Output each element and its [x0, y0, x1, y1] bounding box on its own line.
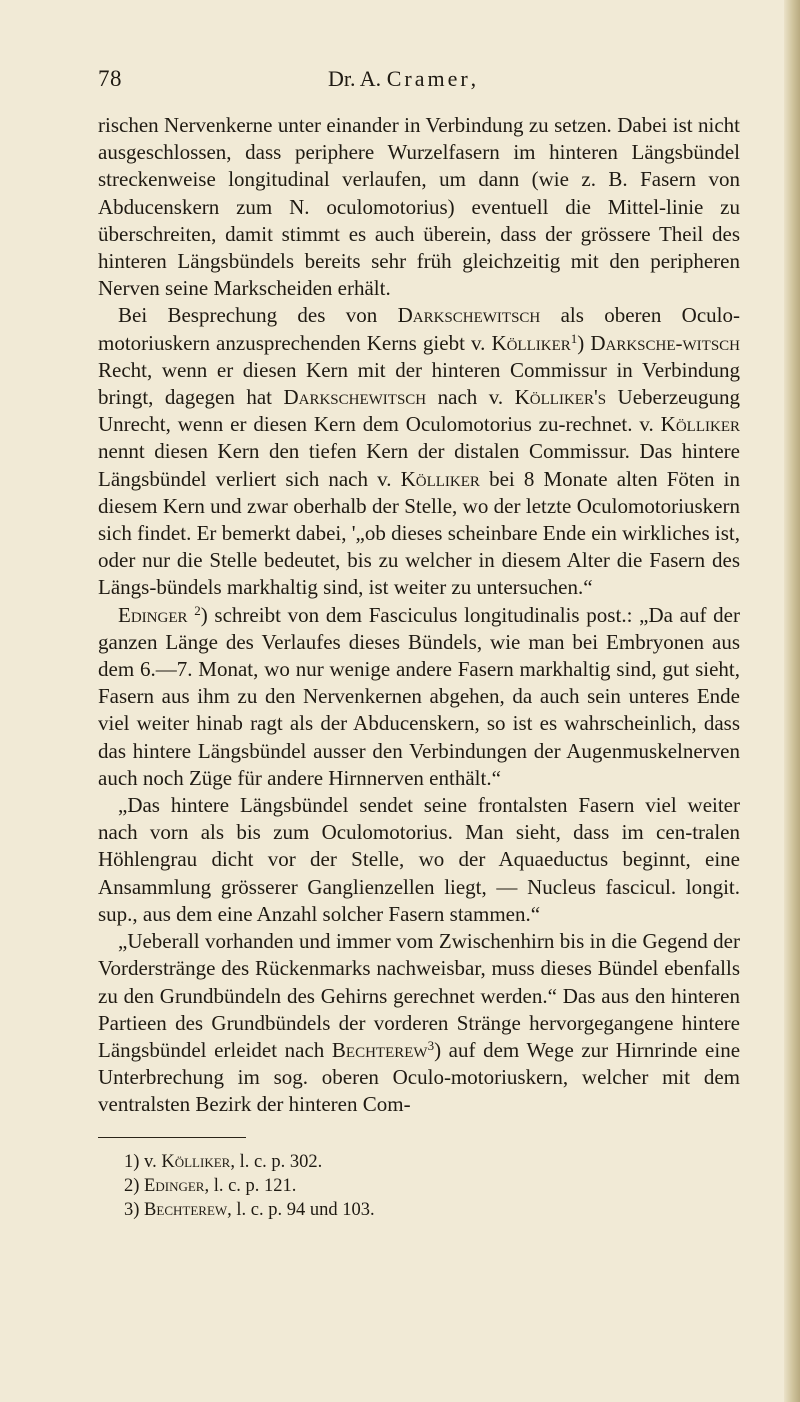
text-run: Ueberzeugung Unrecht, wenn er diesen Kern dem Oculomotorius zu-rechnet. v. — [98, 385, 740, 437]
author-name: Darkschewitsch — [283, 385, 427, 410]
paragraph — [98, 302, 740, 601]
author-name: Darksche-witsch — [590, 330, 740, 355]
footnote-author: Kölliker — [161, 1151, 231, 1172]
footnote-number: 3) — [124, 1199, 140, 1220]
body-text — [98, 112, 740, 1119]
running-head — [328, 66, 476, 92]
paragraph — [98, 792, 740, 928]
paragraph — [98, 602, 740, 792]
footnote-citation: , l. c. p. 121. — [204, 1175, 297, 1196]
author-name: Kölliker — [660, 412, 740, 437]
footnote-reference: 2 — [194, 602, 201, 618]
text-run: rischen Nervenkerne unter einander in Verbindung zu setzen. Dabei ist nicht ausgeschlossen, dass periphere Wurzelfasern im hinteren Längsbündel streckenweise longitudinal verlaufen, um dann (wie z. B. Fasern von Abducenskern zum N. oculomotorius) eventuell die Mittel-linie zu überschreiten, damit stimmt es auch überein, dass der grössere Theil des hinteren Längsbündels bereits sehr früh gleichzeitig mit den peripheren Nerven seine Markscheiden erhält. — [98, 113, 740, 301]
author-name: Kölliker — [491, 330, 571, 355]
footnote-citation: , l. c. p. 302. — [230, 1151, 323, 1172]
text-run: nach v. — [426, 385, 515, 410]
text-run: nennt diesen Kern den tiefen Kern der distalen Commissur. Das hintere Längsbündel verliert sich nach v. — [98, 439, 740, 491]
text-run: ) auf dem Wege zur Hirnrinde eine Unterbrechung im sog. oberen Oculo-motoriuskern, welcher mit dem ventralsten Bezirk der hinteren Com- — [98, 1037, 741, 1117]
footnote — [124, 1150, 740, 1174]
author-name: Edinger — [118, 602, 188, 627]
page-header — [98, 66, 740, 112]
author-name: Kölliker's — [514, 385, 607, 410]
footnote-number: 1) — [124, 1151, 140, 1172]
book-page — [98, 66, 740, 1222]
footnote-divider — [98, 1137, 246, 1138]
text-run: ) — [577, 330, 591, 355]
paragraph — [98, 112, 740, 302]
footnote-number: 2) — [124, 1175, 140, 1196]
running-head-author: Cramer — [386, 66, 471, 91]
text-run: Recht, wenn er diesen Kern mit der hinteren Commissur in Verbindung bringt, dagegen hat — [98, 357, 740, 410]
footnote — [124, 1174, 740, 1198]
text-run: als oberen Oculo-motoriuskern anzusprechenden Kerns giebt v. — [98, 303, 740, 355]
running-head-prefix: Dr. A. — [328, 66, 387, 91]
footnote-author: Edinger — [144, 1175, 205, 1196]
text-run: bei 8 Monate alten Föten in diesem Kern und zwar oberhalb der Stelle, wo der letzte Oculomotoriuskern sich findet. Er bemerkt dabei, '„ob dieses scheinbare Ende ein wirkliches ist, oder nur die Stelle bedeutet, bis zu welcher in diesem Alter die Fasern des Längs-bündels markhaltig sind, ist weiter zu untersuchen.“ — [98, 466, 740, 600]
author-name: Kölliker — [400, 466, 480, 491]
author-name: Bechterew — [331, 1037, 428, 1062]
running-head-suffix: , — [470, 66, 477, 91]
page-edge-shadow — [784, 0, 800, 1402]
footnotes — [124, 1150, 740, 1222]
text-run: „Ueberall vorhanden und immer vom Zwischenhirn bis in die Gegend der Vorderstränge des Rückenmarks nachweisbar, muss dieses Bündel ebenfalls zu den Grundbündeln des Gehirns gerechnet werden.“ Das aus den hinteren Partieen des Grundbündels der vorderen Stränge hervorgegangene hintere Längsbündel erleidet nach — [98, 929, 740, 1062]
footnote-citation: , l. c. p. 94 und 103. — [227, 1199, 375, 1220]
footnote — [124, 1198, 740, 1222]
text-run: Bei Besprechung des von — [118, 303, 398, 328]
footnote-reference: 1 — [570, 330, 578, 346]
author-name: Darkschewitsch — [397, 303, 541, 328]
page-number: 78 — [98, 66, 122, 91]
paragraph — [98, 928, 740, 1118]
footnote-reference: 3 — [427, 1037, 435, 1053]
footnote-prefix: v. — [144, 1151, 162, 1172]
footnote-author: Bechterew — [144, 1199, 228, 1220]
text-run: ) schreibt von dem Fasciculus longitudinalis post.: „Da auf der ganzen Länge des Verlaufes dieses Bündels, wie man bei Embryonen aus dem 6.—7. Monat, wo nur wenige andere Fasern markhaltig sind, gut sieht, Fasern aus ihm zu den Nervenkernen abgehen, da auch sein unteres Ende viel weiter hinab ragt als der Abducenskern, so ist es wahrscheinlich, dass das hintere Längsbündel ausser den Verbindungen der Augenmuskelnerven auch noch Züge für andere Hirnnerven enthält.“ — [98, 602, 740, 790]
text-run: „Das hintere Längsbündel sendet seine frontalsten Fasern viel weiter nach vorn als bis zum Oculomotorius. Man sieht, dass im cen-tralen Höhlengrau dicht vor der Stelle, wo der Aquaeductus beginnt, eine Ansammlung grösserer Ganglienzellen liegt, — Nucleus fascicul. longit. sup., aus dem eine Anzahl solcher Fasern stammen.“ — [98, 793, 740, 926]
